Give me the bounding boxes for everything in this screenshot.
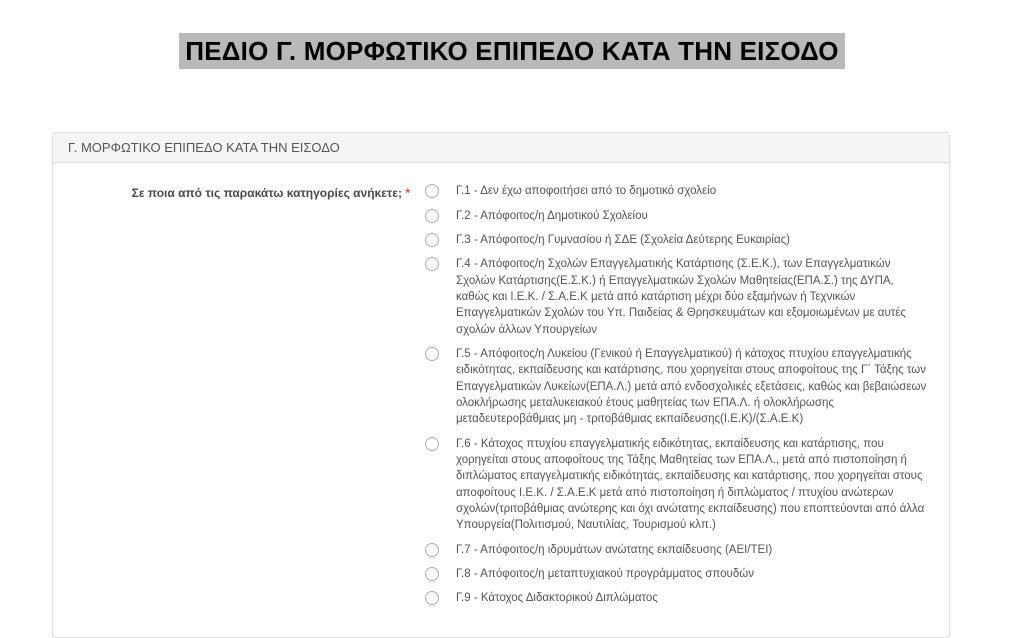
option-label[interactable]: Γ.5 - Απόφοιτος/η Λυκείου (Γενικού ή Επαγγελματικού) ή κάτοχος πτυχίου επαγγελματικής ειδικότητας, εκπαίδευσης και κατάρτισης, που χορηγείται στους αποφοίτους της Γ΄ Τάξης των Επαγγελματικών Λυκείων(ΕΠΑ.Λ.) μετά από ενδοσχολικές εξετάσεις, καθώς και βεβαιώσεων ολοκλήρωσης μεταλυκειακού έτους μαθητείας των ΕΠΑ.Λ. ή ολοκλήρωσης μεταδευτεροβάθμιας μη - τριτοβάθμιας εκπαίδευσης(Ι.Ε.Κ)/(Σ.Α.Ε.Κ) <box>456 348 927 426</box>
radio-button[interactable] <box>425 591 439 605</box>
option-label[interactable]: Γ.2 - Απόφοιτος/η Δημοτικού Σχολείου <box>456 209 648 222</box>
radio-button[interactable] <box>425 233 439 247</box>
radio-option-row <box>425 256 934 338</box>
radio-button[interactable] <box>425 257 439 271</box>
radio-option-row <box>425 346 934 428</box>
panel-education-level <box>52 132 950 637</box>
page-title: ΠΕΔΙΟ Γ. ΜΟΡΦΩΤΙΚΟ ΕΠΙΠΕΔΟ ΚΑΤΑ ΤΗΝ ΕΙΣΟΔΟ <box>179 33 844 69</box>
option-label[interactable]: Γ.4 - Απόφοιτος/η Σχολών Επαγγελματικής Κατάρτισης (Σ.Ε.Κ.), των Επαγγελματικών Σχολών Κατάρτισης(Ε.Σ.Κ.) ή Επαγγελματικών Σχολών Μαθητείας(ΕΠΑ.Σ.) της ΔΥΠΑ, καθώς και Ι.Ε.Κ. / Σ.Α.Ε.Κ μετά από κατάρτιση μέχρι δύο εξαμήνων ή Τεχνικών Επαγγελματικών Σχολών του Υπ. Παιδείας & Θρησκευμάτων και εξομοιωμένων με αυτές σχολών άλλων Υπουργείων <box>456 258 906 336</box>
panel-header: Γ. ΜΟΡΦΩΤΙΚΟ ΕΠΙΠΕΔΟ ΚΑΤΑ ΤΗΝ ΕΙΣΟΔΟ <box>53 133 949 163</box>
options-list <box>425 183 934 614</box>
option-label[interactable]: Γ.8 - Απόφοιτος/η μεταπτυχιακού προγράμματος σπουδών <box>456 567 754 580</box>
option-label[interactable]: Γ.1 - Δεν έχω αποφοιτήσει από το δημοτικό σχολείο <box>456 185 717 198</box>
option-label[interactable]: Γ.6 - Κάτοχος πτυχίου επαγγελματικής ειδικότητας, εκπαίδευσης και κατάρτισης, που χορηγείται στους αποφοίτους της Τάξης Μαθητείας των ΕΠΑ.Λ., μετά από πιστοποίηση ή διπλώματος επαγγελματικής ειδικότητας, εκπαίδευσης και κατάρτισης, που χορηγείται στους αποφοίτους Ι.Ε.Κ. / Σ.Α.Ε.Κ μετά από πιστοποίηση ή διπλώματος / πτυχίου ανώτερων σχολών(τριτοβάθμιας ανώτερης και όχι ανώτατης εκπαίδευσης) που εποπτεύονται από άλλα Υπουργεία(Πολιτισμού, Ναυτιλίας, Τουρισμού κλπ.) <box>456 437 925 532</box>
required-asterisk: * <box>405 186 410 201</box>
radio-option-row <box>425 566 934 582</box>
radio-button[interactable] <box>425 209 439 223</box>
question-label <box>68 183 410 202</box>
radio-button[interactable] <box>425 347 439 361</box>
radio-option-row <box>425 232 934 248</box>
option-label[interactable]: Γ.3 - Απόφοιτος/η Γυμνασίου ή ΣΔΕ (Σχολεία Δεύτερης Ευκαιρίας) <box>456 234 790 247</box>
question-label-text: Σε ποια από τις παρακάτω κατηγορίες ανήκετε; <box>131 186 402 201</box>
page-title-bar <box>0 0 1024 69</box>
radio-button[interactable] <box>425 543 439 557</box>
radio-button[interactable] <box>425 437 439 451</box>
radio-option-row <box>425 208 934 224</box>
radio-button[interactable] <box>425 184 439 198</box>
option-label[interactable]: Γ.9 - Κάτοχος Διδακτορικού Διπλώματος <box>456 592 658 605</box>
option-label[interactable]: Γ.7 - Απόφοιτος/η ιδρυμάτων ανώτατης εκπαίδευσης (ΑΕΙ/ΤΕΙ) <box>456 543 773 556</box>
question-row <box>68 183 934 614</box>
panel-body <box>53 163 949 636</box>
radio-button[interactable] <box>425 567 439 581</box>
radio-option-row <box>425 590 934 606</box>
radio-option-row <box>425 183 934 199</box>
radio-option-row <box>425 542 934 558</box>
radio-option-row <box>425 436 934 534</box>
